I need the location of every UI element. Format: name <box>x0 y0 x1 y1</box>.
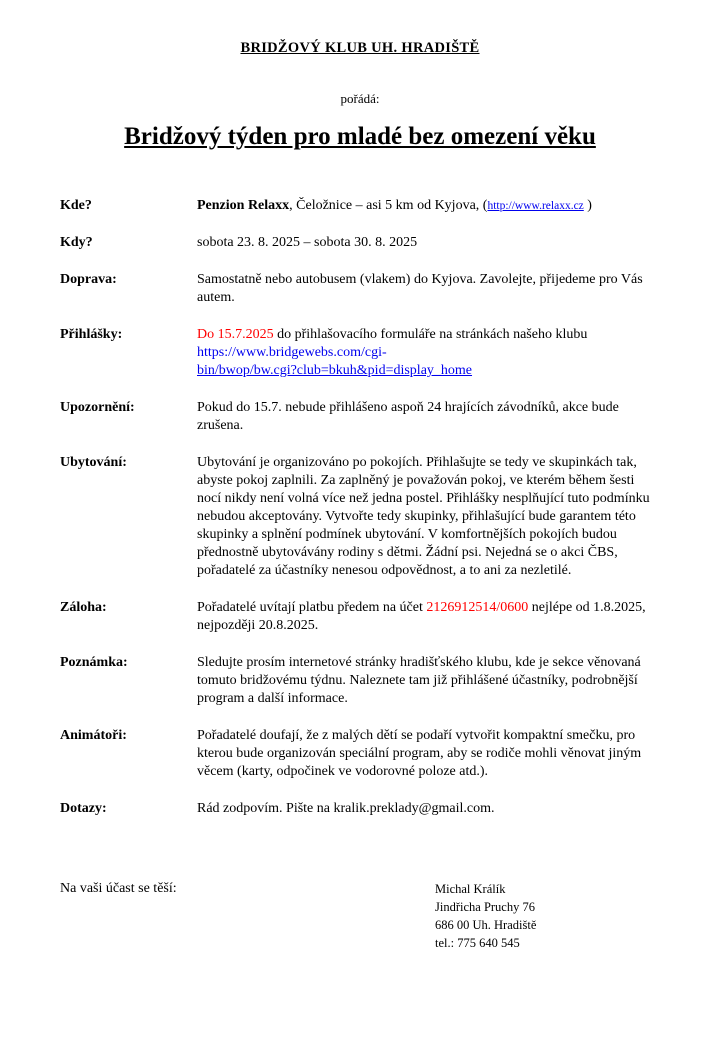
contact-city: 686 00 Uh. Hradiště <box>435 918 537 932</box>
row-prihlasky-content <box>197 326 660 380</box>
row-upozorneni-label: Upozornění: <box>60 400 135 415</box>
club-name: BRIDŽOVÝ KLUB UH. HRADIŠTĚ <box>240 40 480 56</box>
venue-location: , Čeložnice – asi 5 km od Kyjova, ( <box>289 198 488 213</box>
document-header <box>60 40 660 151</box>
row-kdy-content: sobota 23. 8. 2025 – sobota 30. 8. 2025 <box>197 235 418 250</box>
row-animatori <box>60 727 660 781</box>
venue-name: Penzion Relaxx <box>197 198 290 213</box>
row-kde <box>60 197 660 215</box>
info-rows <box>60 197 660 818</box>
contact-phone: tel.: 775 640 545 <box>435 936 520 950</box>
document-title: Bridžový týden pro mladé bez omezení věku <box>124 123 596 150</box>
row-poznamka-content: Sledujte prosím internetové stránky hradišťského klubu, kde je sekce věnovaná tomuto bridžovému týdnu. Naleznete tam již přihlášené účastníky, podrobnější program a další informace. <box>197 655 641 706</box>
signature-section <box>60 880 660 950</box>
account-number: 2126912514/0600 <box>426 600 529 615</box>
payment-text-before: Pořadatelé uvítají platbu předem na účet <box>197 600 427 615</box>
row-prihlasky <box>60 326 660 380</box>
row-kde-content <box>197 197 660 215</box>
organizes-text: pořádá: <box>340 91 380 106</box>
bridgewebs-link-line2: bin/bwop/bw.cgi?club=bkuh&pid=display_home <box>197 363 473 378</box>
row-dotazy-label: Dotazy: <box>60 801 107 816</box>
relaxx-link[interactable]: http://www.relaxx.cz <box>487 200 584 212</box>
row-dotazy <box>60 800 660 818</box>
row-doprava <box>60 271 660 307</box>
row-zaloha <box>60 599 660 635</box>
row-doprava-label: Doprava: <box>60 272 117 287</box>
row-upozorneni <box>60 399 660 435</box>
row-upozorneni-content: Pokud do 15.7. nebude přihlášeno aspoň 24 hrajících závodníků, akce bude zrušena. <box>197 400 619 433</box>
bridgewebs-link[interactable] <box>197 345 472 378</box>
row-kdy-label: Kdy? <box>60 235 93 250</box>
row-kde-label: Kde? <box>60 198 92 213</box>
contact-name: Michal Králík <box>435 882 506 896</box>
bridgewebs-link-line1: https://www.bridgewebs.com/cgi- <box>197 345 387 360</box>
row-zaloha-content <box>197 599 660 635</box>
closing-text: Na vaši účast se těší: <box>60 881 177 896</box>
contact-street: Jindřicha Pruchy 76 <box>435 900 535 914</box>
contact-block <box>435 880 536 952</box>
row-zaloha-label: Záloha: <box>60 600 107 615</box>
row-prihlasky-label: Přihlášky: <box>60 327 123 342</box>
row-poznamka-label: Poznámka: <box>60 655 128 670</box>
row-ubytovani-label: Ubytování: <box>60 455 127 470</box>
row-poznamka <box>60 654 660 708</box>
row-dotazy-content: Rád zodpovím. Pište na kralik.preklady@gmail.com. <box>197 801 495 816</box>
payment-text-after: nejlépe od 1.8.2025, nejpozději 20.8.2025. <box>197 600 646 633</box>
row-ubytovani <box>60 454 660 580</box>
row-doprava-content: Samostatně nebo autobusem (vlakem) do Kyjova. Zavolejte, přijedeme pro Vás autem. <box>197 272 643 305</box>
venue-link-suffix: ) <box>583 198 592 213</box>
registration-text: do přihlašovacího formuláře na stránkách našeho klubu <box>273 327 588 342</box>
row-kdy <box>60 234 660 252</box>
row-animatori-label: Animátoři: <box>60 728 127 743</box>
row-animatori-content: Pořadatelé doufají, že z malých dětí se podaří vytvořit kompaktní smečku, pro kterou bude organizován speciální program, aby se rodiče mohli věnovat jiným věcem (karty, odpočinek ve vodorovné poloze atd.). <box>197 728 642 779</box>
registration-deadline: Do 15.7.2025 <box>197 327 274 342</box>
row-ubytovani-content: Ubytování je organizováno po pokojích. Přihlašujte se tedy ve skupinkách tak, abyste pokoj zaplnili. Za zaplněný je považován pokoj, ve kterém během šesti nocí nikdy není volná více než jedna postel. Přihlášky nesplňující tuto podmínku nebudou akceptovány. Vytvořte tedy skupinky, přihlašující bude garantem této skupinky a splnění podmínek ubytování. V komfortnějších pokojích budou přednostně ubytovávány rodiny s dětmi. Žádní psi. Nejedná se o akci ČBS, pořadatelé za účastníky nenesou odpovědnost, a to ani za nezletilé. <box>197 455 650 578</box>
